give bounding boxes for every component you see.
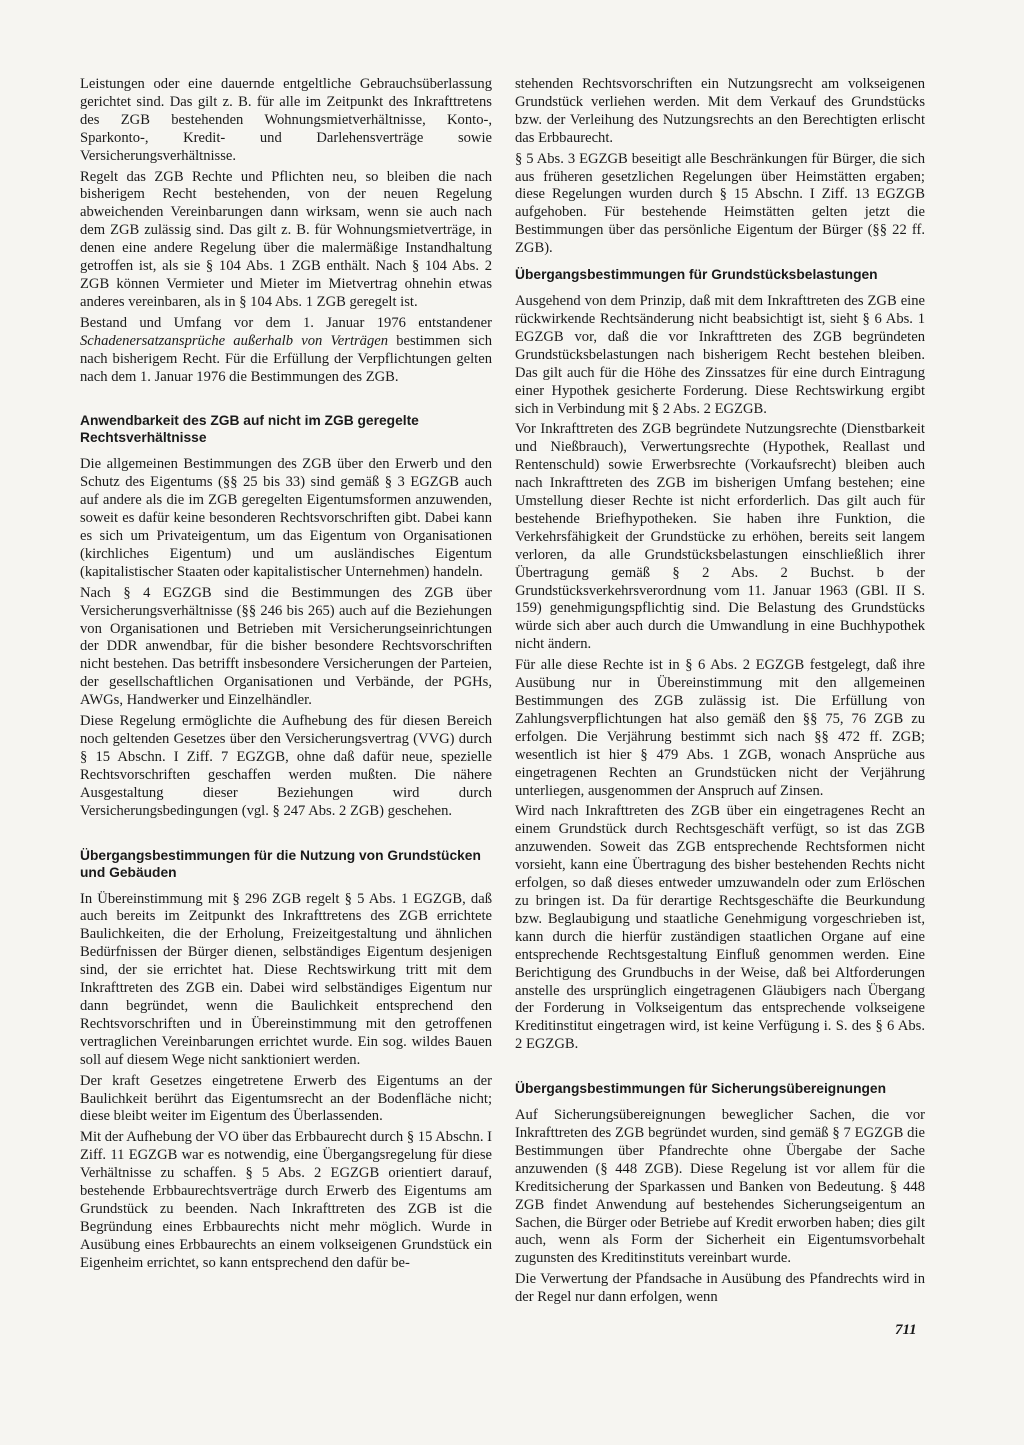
section-heading: Übergangsbestimmungen für Sicherungsübereignungen [515, 1081, 887, 1097]
italic-term: Schadenersatzansprüche außerhalb von Verträgen [80, 332, 389, 349]
paragraph: In Übereinstimmung mit § 296 ZGB regelt § 5 Abs. 1 EGZGB, daß auch bereits im Zeitpunkt des Inkrafttretens des ZGB errichtete Baulichkeiten, die der Erholung, Freizeitgestaltung und ähnlichen Bedürfnissen der Bürger dienen, selbständiges Eigentum desjenigen sind, der sie errichtet hat. Diese Rechtswirkung tritt mit dem Inkrafttreten des ZGB ein. Dabei wird selbständiges Eigentum nur dann begründet, wenn die Baulichkeit entsprechend den Rechtsvorschriften und in Übereinstimmung mit den getroffenen vertraglichen Vereinbarungen errichtet wurde. Ein sog. wildes Bauen soll auf diesem Wege nicht sanktioniert werden. [80, 890, 492, 1068]
page-number: 711 [895, 1322, 917, 1338]
paragraph: Regelt das ZGB Rechte und Pflichten neu, so bleiben die nach bisherigem Recht bestehenden, von der neuen Regelung abweichenden Vereinbarungen dann wirksam, wenn sie auch nach dem ZGB zulässig sind. Das gilt z. B. für Wohnungsmietverträge, in denen eine andere Regelung über die malermäßige Instandhaltung getroffen ist, als sie § 104 Abs. 1 ZGB enthält. Nach § 104 Abs. 2 ZGB können Vermieter und Mieter im Mietvertrag ohnehin etwas anderes vereinbaren, als in § 104 Abs. 1 ZGB geregelt ist. [80, 168, 492, 310]
paragraph: Der kraft Gesetzes eingetretene Erwerb des Eigentums an der Baulichkeit berührt das Eigentumsrecht an der Bodenfläche nicht; diese bleibt weiter im Eigentum des Überlassenden. [80, 1072, 492, 1125]
paragraph: Nach § 4 EGZGB sind die Bestimmungen des ZGB über Versicherungsverhältnisse (§§ 246 bis 265) auch auf die Beziehungen von Organisationen und Betrieben mit Versicherungseinrichtungen der DDR anwendbar, für die bisher besondere Rechtsvorschriften nicht bestehen. Das betrifft insbesondere Versicherungen der Parteien, der gesellschaftlichen Organisationen und Verbände, der PGHs, AWGs, Handwerker und Einzelhändler. [80, 584, 492, 709]
paragraph: stehenden Rechtsvorschriften ein Nutzungsrecht am volkseigenen Grundstück verliehen werden. Mit dem Verkauf des Grundstücks bzw. der Verleihung des Nutzungsrechts an den Berechtigten erlischt das Erbbaurecht. [515, 76, 925, 146]
right-column [515, 76, 925, 1310]
paragraph: Auf Sicherungsübereignungen beweglicher Sachen, die vor Inkrafttreten des ZGB begründet wurden, sind gemäß § 7 EGZGB die Bestimmungen über Pfandrechte ohne Übergabe der Sache anzuwenden (§ 448 ZGB). Diese Regelung ist vor allem für die Kreditsicherung der Sparkassen und Banken von Bedeutung. § 448 ZGB findet Anwendung auf bestehendes Sicherungseigentum an Sachen, die Bürger oder Betriebe auf Kredit erworben haben; dies gilt auch, wenn als Form der Sicherheit ein Eigentumsvorbehalt zugunsten des Kreditinstituts vereinbart wurde. [515, 1107, 925, 1267]
paragraph: Leistungen oder eine dauernde entgeltliche Gebrauchsüberlassung gerichtet sind. Das gilt z. B. für alle im Zeitpunkt des Inkrafttretens des ZGB bestehenden Wohnungsmietverhältnisse, Konto-, Sparkonto-, Kredit- und Darlehensverträge sowie Versicherungsverhältnisse. [80, 76, 492, 164]
paragraph [80, 315, 492, 387]
section-heading: Übergangsbestimmungen für die Nutzung von Grundstücken und Gebäuden [80, 847, 481, 880]
paragraph: Mit der Aufhebung der VO über das Erbbaurecht durch § 15 Abschn. I Ziff. 11 EGZGB war es notwendig, eine Übergangsregelung für diese Verhältnisse zu schaffen. § 5 Abs. 2 EGZGB orientiert darauf, bestehende Erbbaurechtsverträge durch Erwerb des Eigentums am Grundstück zu beenden. Nach Inkrafttreten des ZGB ist die Begründung eines Erbbaurechts nicht mehr möglich. Wurde in Ausübung eines Erbbaurechts an einem volkseigenen Grundstück ein Eigenheim errichtet, so kann entsprechend den dafür be- [80, 1129, 492, 1271]
paragraph: Die Verwertung der Pfandsache in Ausübung des Pfandrechts wird in der Regel nur dann erfolgen, wenn [515, 1271, 925, 1306]
paragraph: Ausgehend von dem Prinzip, daß mit dem Inkrafttreten des ZGB eine rückwirkende Rechtsänderung nicht beabsichtigt ist, sieht § 6 Abs. 1 EGZGB vor, daß die vor Inkrafttreten des ZGB begründeten Grundstücksbelastungen nach bisherigem Recht bestehen bleiben. Das gilt auch für die Höhe des Zinssatzes für eine durch Eintragung einer Hypothek gesicherte Forderung. Diese Rechtswirkung ergibt sich in Verbindung mit § 2 Abs. 2 EGZGB. [515, 293, 925, 417]
paragraph: Für alle diese Rechte ist in § 6 Abs. 2 EGZGB festgelegt, daß ihre Ausübung nur in Übereinstimmung mit den allgemeinen Bestimmungen des ZGB zulässig ist. Die Erfüllung von Zahlungsverpflichtungen hat also gemäß den §§ 75, 76 ZGB zu erfolgen. Die Verjährung bestimmt sich nach §§ 472 ff. ZGB; wesentlich ist hier § 479 Abs. 1 ZGB, wonach Ansprüche aus eingetragenen Rechten an Grundstücken nicht der Verjährung unterliegen, ausgenommen der Anspruch auf Zinsen. [515, 657, 925, 799]
paragraph: Wird nach Inkrafttreten des ZGB über ein eingetragenes Recht an einem Grundstück durch Rechtsgeschäft verfügt, so ist das ZGB anzuwenden. Soweit das ZGB entsprechende Rechtsformen nicht vorsieht, kann eine Übertragung des bisher bestehenden Rechts nicht erfolgen, so daß dieses entweder umzuwandeln oder zum Erlöschen zu bringen ist. Da für derartige Rechtsgeschäfte die Beurkundung bzw. Beglaubigung und staatliche Genehmigung vorgeschrieben ist, kann durch die hierfür zuständigen staatlichen Organe auf eine entsprechende Rechtsgestaltung Einfluß genommen werden. Eine Berichtigung des Grundbuchs in der Weise, daß bei Altforderungen anstelle des ursprünglich eingetragenen Gläubigers nach Übergang der Forderung in Volkseigentum das entsprechende volkseigene Kreditinstitut eingetragen wird, ist keine Verfügung i. S. des § 6 Abs. 2 EGZGB. [515, 803, 925, 1053]
paragraph: Diese Regelung ermöglichte die Aufhebung des für diesen Bereich noch geltenden Gesetzes über den Versicherungsvertrag (VVG) durch § 15 Abschn. I Ziff. 7 EGZGB, ohne daß dafür neue, spezielle Rechtsvorschriften geschaffen werden mußten. Die nähere Ausgestaltung dieser Beziehungen wird durch Versicherungsbedingungen (vgl. § 247 Abs. 2 ZGB) geschehen. [80, 713, 492, 819]
paragraph: § 5 Abs. 3 EGZGB beseitigt alle Beschränkungen für Bürger, die sich aus früheren gesetzlichen Regelungen über Heimstätten ergaben; diese Regelungen wurden durch § 15 Abschn. I Ziff. 13 EGZGB aufgehoben. Für bestehende Heimstätten gelten jetzt die Bestimmungen über das persönliche Eigentum der Bürger (§§ 22 ff. ZGB). [515, 150, 925, 257]
section-heading: Übergangsbestimmungen für Grundstücksbelastungen [515, 267, 878, 283]
left-column [80, 76, 492, 1276]
section-heading: Anwendbarkeit des ZGB auf nicht im ZGB geregelte Rechtsverhältnisse [80, 413, 419, 446]
paragraph: Vor Inkrafttreten des ZGB begründete Nutzungsrechte (Dienstbarkeit und Nießbrauch), Verwertungsrechte (Hypothek, Reallast und Rentenschuld) sowie Erwerbsrechte (Vorkaufsrecht) bleiben auch nach Inkrafttreten des ZGB im bisherigen Umfang bestehen; eine Umstellung dieser Rechte ist nicht erforderlich. Das gilt auch für bestehende Briefhypotheken. Sie haben ihre Funktion, die Verkehrsfähigkeit der Grundstücke zu erhöhen, bereits seit langem verloren, da alle Grundstücksbelastungen einschließlich ihrer Übertragung gemäß § 2 Abs. 2 Buchst. b der Grundstücksverkehrsverordnung vom 11. Januar 1963 (GBl. II S. 159) genehmigungspflichtig sind. Die Belastung des Grundstücks würde sich aber auch durch die Umwandlung in eine Buchhypothek nicht ändern. [515, 421, 925, 653]
paragraph: Die allgemeinen Bestimmungen des ZGB über den Erwerb und den Schutz des Eigentums (§§ 25 bis 33) sind gemäß § 3 EGZGB auch auf andere als die im ZGB geregelten Eigentumsformen anzuwenden, soweit es dafür keine besonderen Rechtsvorschriften gibt. Dabei kann es sich um Privateigentum, um das Eigentum von Organisationen (kirchliches Eigentum) und um ausländisches Eigentum (kapitalistischer Staaten oder kapitalistischer Unternehmen) handeln. [80, 456, 492, 580]
paragraph-text: bestimmen sich nach bisherigem Recht. Für die Erfüllung der Verpflichtungen gelten nach dem 1. Januar 1976 die Bestimmungen des ZGB. [80, 332, 492, 385]
paragraph-text: Bestand und Umfang vor dem 1. Januar 1976 entstandener [80, 314, 492, 331]
